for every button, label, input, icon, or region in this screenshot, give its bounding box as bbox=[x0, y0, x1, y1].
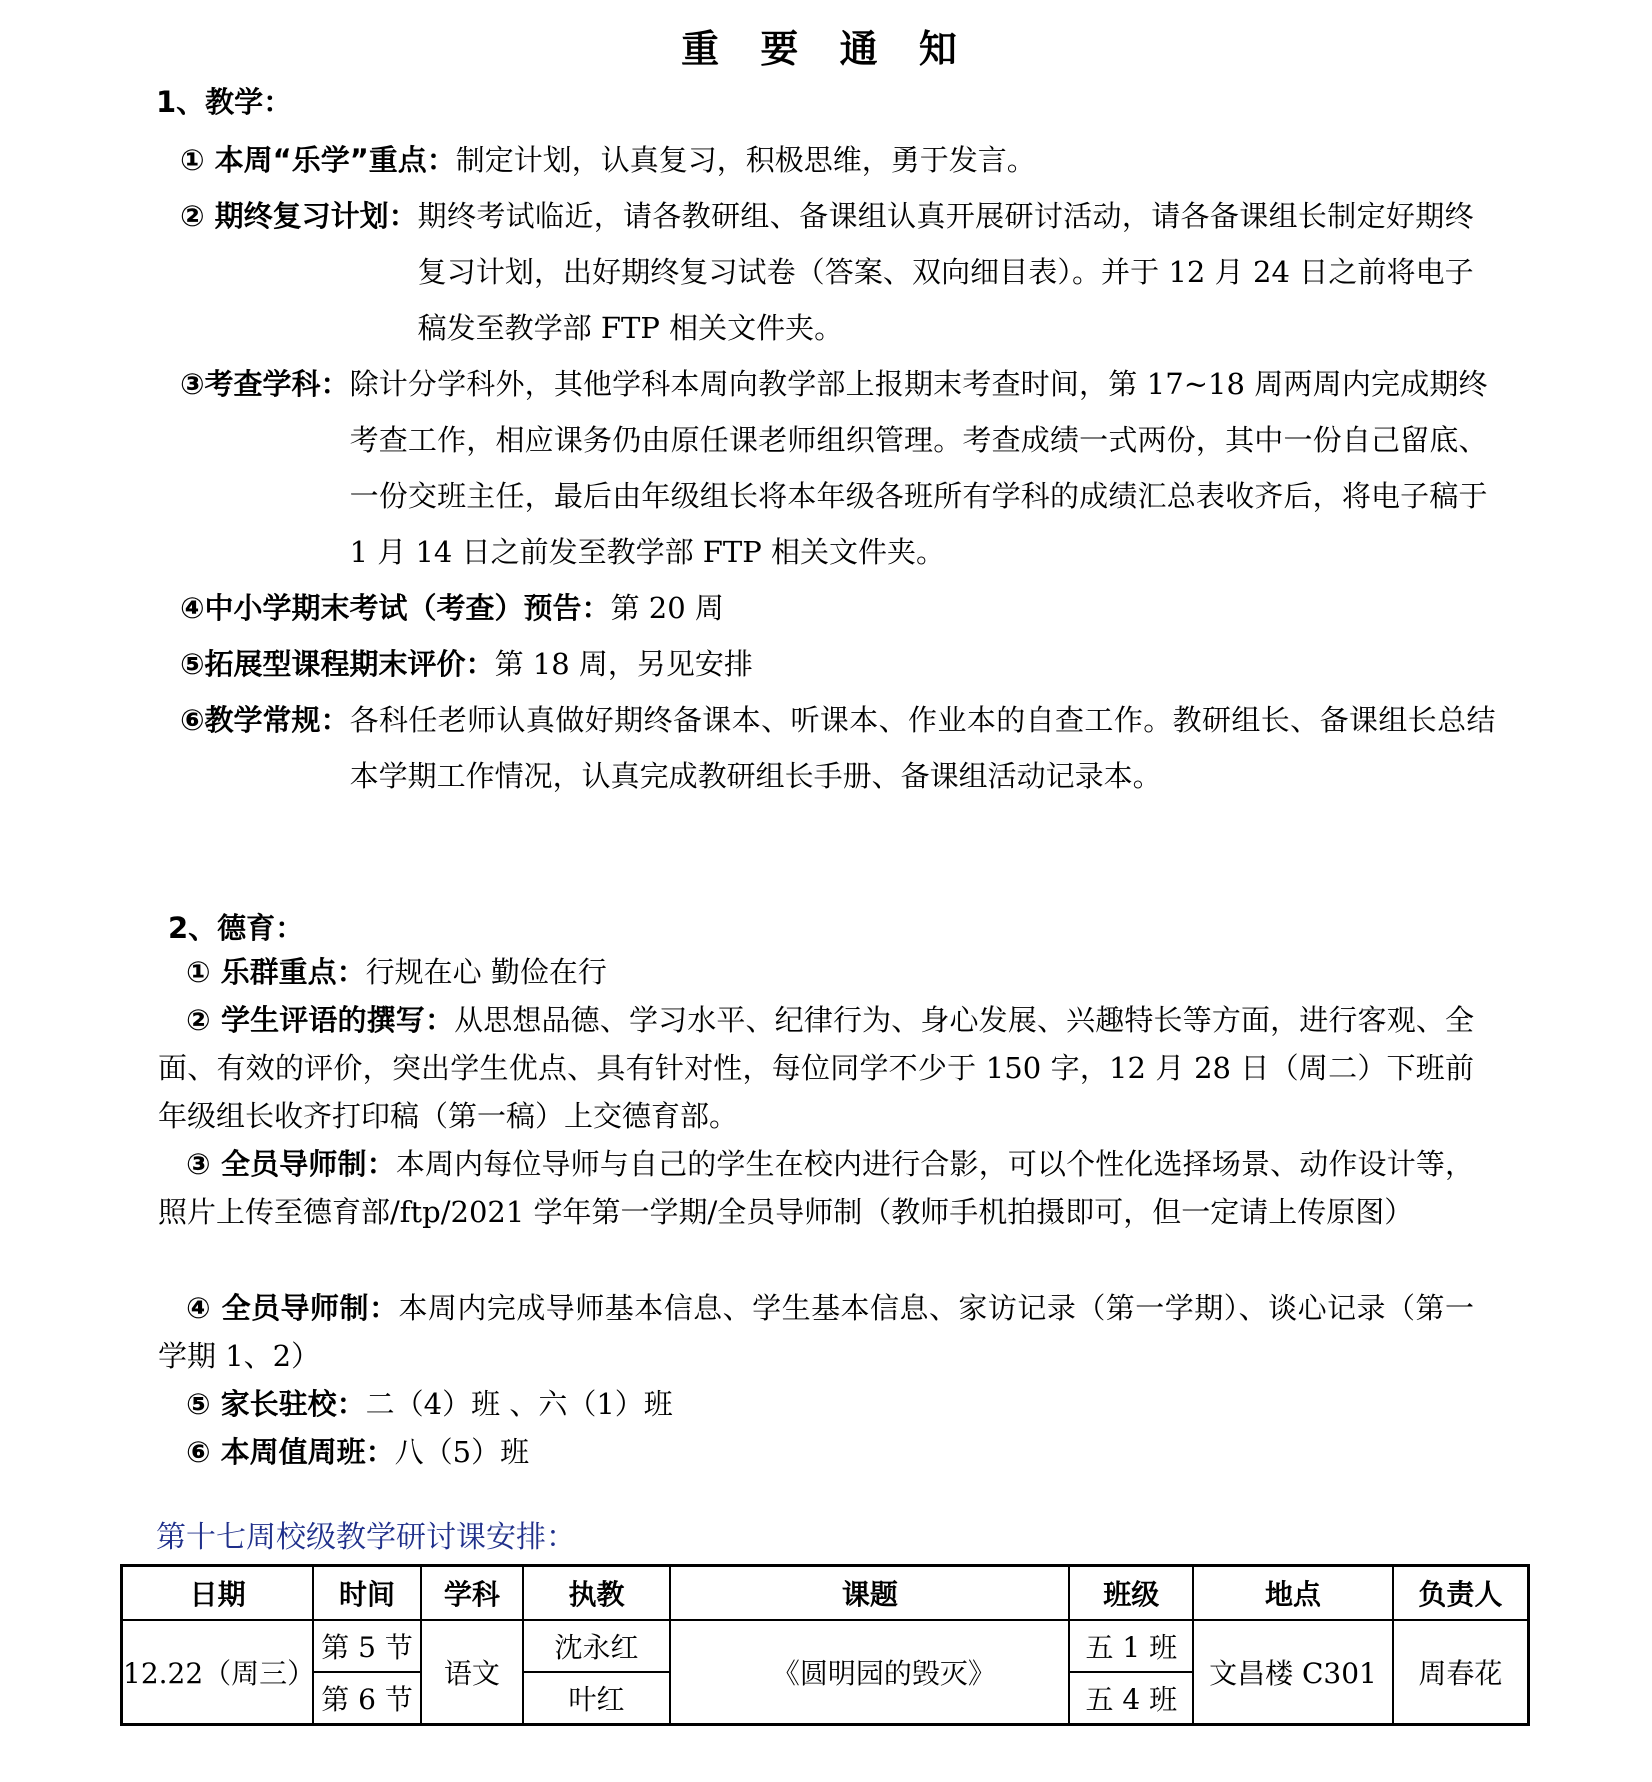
cell-teacher: 叶红 bbox=[523, 1672, 671, 1725]
moral-item-4-label: ④ 全员导师制： bbox=[186, 1291, 399, 1325]
table-row bbox=[122, 1620, 1529, 1672]
moral-item-1-label: ① 乐群重点： bbox=[186, 955, 366, 989]
teaching-item-3-label: ③考查学科： bbox=[180, 367, 350, 401]
teaching-item-5-label: ⑤拓展型课程期末评价： bbox=[180, 647, 495, 681]
moral-item-3 bbox=[158, 1140, 1474, 1236]
teaching-item-4-text: 第 20 周 bbox=[610, 591, 724, 625]
teaching-item-1 bbox=[180, 132, 1036, 188]
moral-item-2 bbox=[158, 996, 1474, 1140]
cell-owner: 周春花 bbox=[1393, 1620, 1529, 1725]
moral-item-6-label: ⑥ 本周值周班： bbox=[186, 1435, 395, 1469]
moral-item-2-text: 从思想品德、学习水平、纪律行为、身心发展、兴趣特长等方面，进行客观、全面、有效的评价，突出学生优点、具有针对性，每位同学不少于 150 字，12 月 28 日（周二）下班前年级组长收齐打印稿（第一稿）上交德育部。 bbox=[158, 1003, 1474, 1133]
teaching-item-2 bbox=[180, 188, 1510, 356]
cell-time: 第 5 节 bbox=[313, 1620, 421, 1672]
moral-item-1 bbox=[186, 948, 607, 996]
header-topic: 课题 bbox=[670, 1566, 1069, 1621]
schedule-table bbox=[120, 1564, 1530, 1726]
teaching-item-5-text: 第 18 周，另见安排 bbox=[494, 647, 753, 681]
moral-item-5-label: ⑤ 家长驻校： bbox=[186, 1387, 366, 1421]
moral-item-4 bbox=[158, 1284, 1474, 1380]
moral-item-2-label: ② 学生评语的撰写： bbox=[186, 1003, 455, 1037]
moral-item-3-label: ③ 全员导师制： bbox=[186, 1147, 396, 1181]
header-subject: 学科 bbox=[421, 1566, 523, 1621]
moral-item-3-text: 本周内每位导师与自己的学生在校内进行合影，可以个性化选择场景、动作设计等，照片上传至德育部/ftp/2021 学年第一学期/全员导师制（教师手机拍摄即可，但一定请上传原图） bbox=[158, 1147, 1474, 1229]
teaching-item-4 bbox=[180, 580, 724, 636]
teaching-item-3-text: 除计分学科外，其他学科本周向教学部上报期末考查时间，第 17~18 周两周内完成期终考查工作，相应课务仍由原任课老师组织管理。考查成绩一式两份，其中一份自己留底、一份交班主任，最后由年级组长将本年级各班所有学科的成绩汇总表收齐后，将电子稿于 1 月 14 日之前发至教学部 FTP 相关文件夹。 bbox=[349, 367, 1488, 569]
section-heading-teaching: 1、教学： bbox=[156, 85, 293, 119]
cell-teacher: 沈永红 bbox=[523, 1620, 671, 1672]
moral-item-4-text: 本周内完成导师基本信息、学生基本信息、家访记录（第一学期）、谈心记录（第一学期 1、2） bbox=[158, 1291, 1474, 1373]
moral-item-1-text: 行规在心 勤俭在行 bbox=[365, 955, 607, 989]
teaching-item-3 bbox=[180, 356, 1510, 580]
teaching-item-2-text: 期终考试临近，请各教研组、备课组认真开展研讨活动，请各备课组长制定好期终复习计划，出好期终复习试卷（答案、双向细目表）。并于 12 月 24 日之前将电子稿发至教学部 FTP 相关文件夹。 bbox=[417, 199, 1474, 345]
section-heading-moral: 2、德育： bbox=[168, 911, 305, 945]
header-date: 日期 bbox=[122, 1566, 314, 1621]
header-owner: 负责人 bbox=[1393, 1566, 1529, 1621]
teaching-item-2-label: ② 期终复习计划： bbox=[180, 199, 418, 233]
moral-item-5 bbox=[186, 1380, 673, 1428]
moral-item-5-text: 二（4）班 、六（1）班 bbox=[365, 1387, 673, 1421]
teaching-item-6 bbox=[180, 692, 1510, 804]
teaching-item-6-text: 各科任老师认真做好期终备课本、听课本、作业本的自查工作。教研组长、备课组长总结本学期工作情况，认真完成教研组长手册、备课组活动记录本。 bbox=[349, 703, 1496, 793]
cell-subject: 语文 bbox=[421, 1620, 523, 1725]
header-location: 地点 bbox=[1193, 1566, 1393, 1621]
cell-topic: 《圆明园的毁灭》 bbox=[670, 1620, 1069, 1725]
table-header-row bbox=[122, 1566, 1529, 1621]
cell-class: 五 1 班 bbox=[1069, 1620, 1193, 1672]
header-teacher: 执教 bbox=[523, 1566, 671, 1621]
header-class: 班级 bbox=[1069, 1566, 1193, 1621]
cell-time: 第 6 节 bbox=[313, 1672, 421, 1725]
moral-item-6 bbox=[186, 1428, 529, 1476]
teaching-item-1-text: 制定计划，认真复习，积极思维，勇于发言。 bbox=[455, 143, 1036, 177]
teaching-item-4-label: ④中小学期末考试（考查）预告： bbox=[180, 591, 611, 625]
teaching-item-5 bbox=[180, 636, 753, 692]
page-title: 重 要 通 知 bbox=[681, 27, 971, 71]
header-time: 时间 bbox=[313, 1566, 421, 1621]
cell-date: 12.22（周三） bbox=[122, 1620, 314, 1725]
moral-item-6-text: 八（5）班 bbox=[394, 1435, 530, 1469]
teaching-item-6-label: ⑥教学常规： bbox=[180, 703, 350, 737]
schedule-title: 第十七周校级教学研讨课安排： bbox=[156, 1520, 576, 1555]
teaching-item-1-label: ① 本周“乐学”重点： bbox=[180, 143, 456, 177]
cell-location: 文昌楼 C301 bbox=[1193, 1620, 1393, 1725]
cell-class: 五 4 班 bbox=[1069, 1672, 1193, 1725]
